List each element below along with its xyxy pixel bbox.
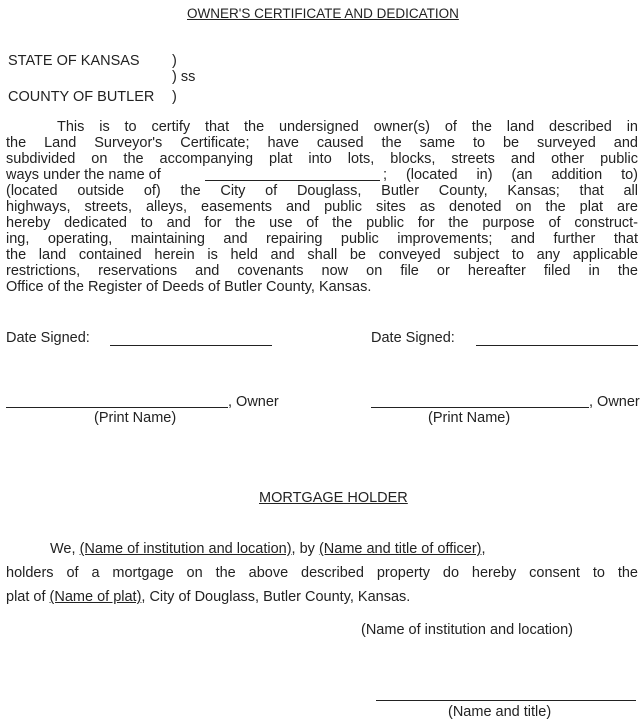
- certificate-line: (located outside of) the City of Douglass, Butler County, Kansas; that all: [6, 183, 638, 199]
- name-title-caption: (Name and title): [448, 704, 552, 720]
- certificate-line: ; (located in) (an addition to): [383, 167, 638, 183]
- plat-name-field[interactable]: (Name of plat): [49, 589, 142, 605]
- mortgage-line-3: [6, 589, 410, 605]
- date-signed-label: Date Signed:: [6, 330, 90, 346]
- certificate-line: the land contained herein is held and shall be conveyed subject to any applicable: [6, 247, 638, 263]
- state-label: STATE OF KANSAS: [8, 53, 140, 69]
- owner-label: , Owner: [589, 394, 640, 410]
- mortgage-line-2: holders of a mortgage on the above described property do hereby consent to the: [6, 565, 638, 581]
- date-signed-field[interactable]: [110, 345, 272, 346]
- plat-name-blank[interactable]: [205, 180, 380, 181]
- county-label: COUNTY OF BUTLER: [8, 89, 155, 105]
- paren: ): [172, 53, 177, 69]
- officer-field[interactable]: (Name and title of officer): [318, 541, 482, 557]
- certificate-line: Office of the Register of Deeds of Butler County, Kansas.: [6, 279, 372, 295]
- certificate-line: the Land Surveyor's Certificate; have caused the same to be surveyed and: [6, 135, 638, 151]
- owner-label: , Owner: [228, 394, 279, 410]
- city-text: , City of Douglass, Butler County, Kansas.: [141, 589, 411, 605]
- certificate-line: hereby dedicated to and for the use of the public for the purpose of construct-: [6, 215, 638, 231]
- owner-signature-field[interactable]: [371, 407, 589, 408]
- plat-of-text: plat of: [6, 589, 46, 605]
- officer-signature-field[interactable]: [376, 700, 636, 701]
- print-name-caption: (Print Name): [428, 410, 511, 426]
- ss-label: ) ss: [172, 69, 196, 85]
- certificate-line: This is to certify that the undersigned owner(s) of the land described in: [57, 119, 638, 135]
- certificate-line: highways, streets, alleys, easements and public sites as denoted on the plat are: [6, 199, 638, 215]
- certificate-line: ing, operating, maintaining and repairing public improvements; and further that: [6, 231, 638, 247]
- date-signed-field[interactable]: [476, 345, 638, 346]
- date-signed-label: Date Signed:: [371, 330, 455, 346]
- paren: ): [172, 89, 177, 105]
- institution-caption: (Name of institution and location): [361, 622, 573, 638]
- we-text: We,: [50, 541, 76, 557]
- print-name-caption: (Print Name): [94, 410, 177, 426]
- institution-field[interactable]: (Name of institution and location): [79, 541, 292, 557]
- by-text: , by: [291, 541, 315, 557]
- page-title: OWNER'S CERTIFICATE AND DEDICATION: [187, 6, 459, 21]
- mortgage-line-1: We, (Name of institution and location), by (Name and title of officer),: [50, 541, 486, 557]
- certificate-line: ways under the name of: [6, 167, 161, 183]
- certificate-line: restrictions, reservations and covenants now on file or hereafter filed in the: [6, 263, 638, 279]
- certificate-line: subdivided on the accompanying plat into lots, blocks, streets and other public: [6, 151, 638, 167]
- owner-signature-field[interactable]: [6, 407, 228, 408]
- mortgage-heading: MORTGAGE HOLDER: [259, 490, 408, 506]
